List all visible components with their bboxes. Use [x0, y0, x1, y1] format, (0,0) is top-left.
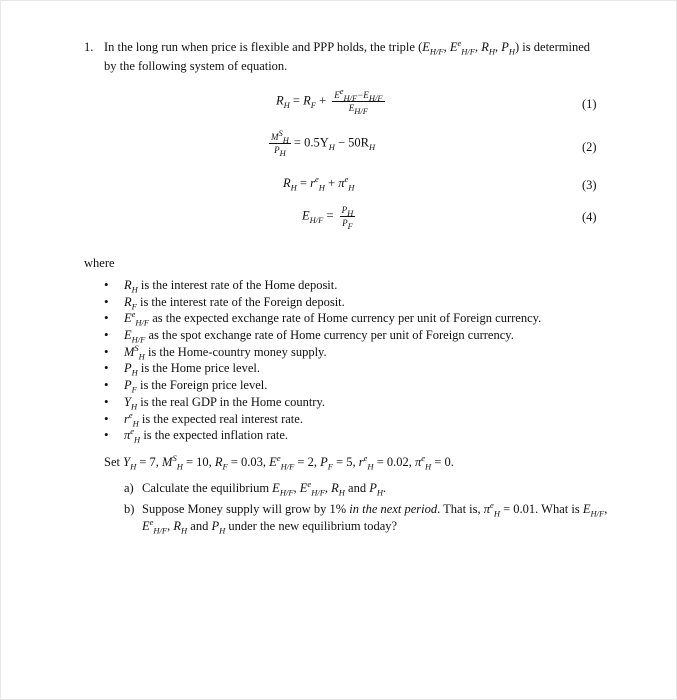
where-label: where: [84, 256, 115, 270]
question-intro: 1. In the long run when price is flexible and PPP holds, the triple ($E_{H/F}$, $E^e_{H/F}$, $R_H$, $P_H$) is determined by the following system of equation.: [84, 37, 590, 73]
definition-item: • $P_H$ is the Home price level.: [104, 360, 541, 377]
part-b: b) Suppose Money supply will grow by 1% in the next period. That is, $\pi^e_H = 0.01$. What is $E_{H/F}$, $E^e_{H/F}$, $R_H$ and $P_H$ under the new equilibrium today?: [124, 499, 608, 536]
question-number: 1.: [84, 40, 94, 54]
definition-item: • $\pi^e_H$ is the expected inflation rate.: [104, 427, 541, 444]
equation-4-fraction: $\frac{P_H}{P_F}$: [341, 205, 354, 231]
equation-2-rhs2: − 50R: [334, 135, 369, 150]
equation-2-rhs: = 0.5Y: [293, 135, 329, 150]
definition-item: • $r^e_H$ is the expected real interest rate.: [104, 411, 541, 428]
definition-item: • $P_F$ is the Foreign price level.: [104, 377, 541, 394]
intro-text-a: In the long run when price is flexible and PPP holds, the triple (: [104, 40, 423, 54]
part-a: a) Calculate the equilibrium $E_{H/F}$, $E^e_{H/F}$, $R_H$ and $P_H$.: [124, 478, 387, 498]
equation-1: $R_H = R_F$ + $\frac{E^e_{H/F}-E_{H/F}}{E_{H/F}}$: [276, 86, 383, 116]
definitions-list: [104, 277, 541, 444]
definition-item: • $E^e_{H/F}$ as the expected exchange rate of Home currency per unit of Foreign currency.: [104, 310, 541, 327]
equation-4: $E_{H/F}$ = $\frac{P_H}{P_F}$: [302, 205, 354, 231]
equation-2-fraction: $\frac{M^S_H}{P_H}$: [271, 128, 289, 158]
part-b-label: b): [124, 502, 135, 516]
definition-item: • $R_F$ is the interest rate of the Foreign deposit.: [104, 294, 541, 311]
intro-text-b: ) is determined by the following system of equation.: [104, 40, 590, 73]
definition-item: • $E_{H/F}$ as the spot exchange rate of Home currency per unit of Foreign currency.: [104, 327, 541, 344]
set-values-line: Set $Y_H = 7$, $M^S_H = 10$, $R_F = 0.03$, $E^e_{H/F} = 2$, $P_F = 5$, $r^e_H = 0.02$, $\pi^e_H = 0$.: [104, 452, 454, 472]
equation-number-4: (4): [582, 210, 597, 224]
equation-2: $\frac{M^S_H}{P_H}$ = $0.5Y_H - 50R_H$: [271, 128, 376, 158]
definition-item: • $M^S_H$ is the Home-country money supply.: [104, 344, 541, 361]
equation-3: $R_H = r^e_H + \pi^e_H$: [283, 173, 355, 193]
part-a-label: a): [124, 481, 134, 495]
equation-number-2: (2): [582, 140, 597, 154]
definition-item: • $Y_H$ is the real GDP in the Home country.: [104, 394, 541, 411]
equation-1-fraction: $\frac{E^e_{H/F}-E_{H/F}}{E_{H/F}}$: [334, 86, 383, 116]
equation-number-1: (1): [582, 97, 597, 111]
question-parts: [124, 480, 614, 539]
definition-item: • $R_H$ is the interest rate of the Home deposit.: [104, 277, 541, 294]
equation-number-3: (3): [582, 178, 597, 192]
